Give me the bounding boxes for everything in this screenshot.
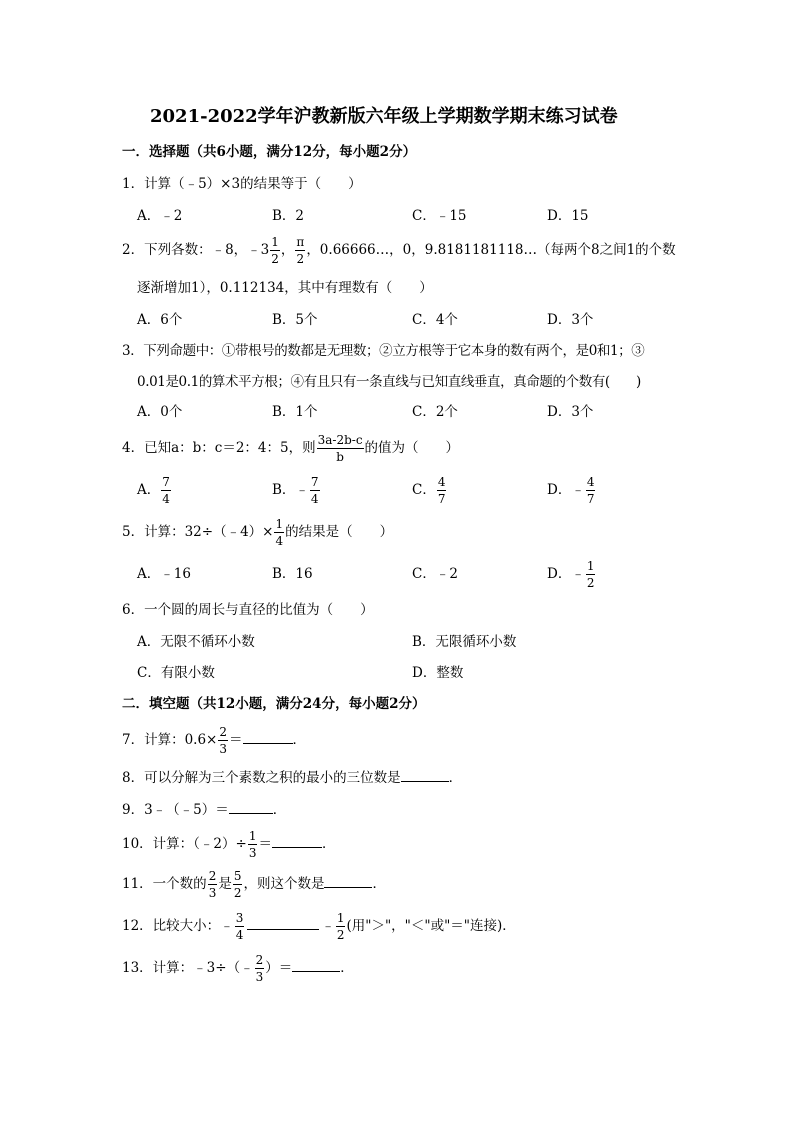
question-8: 8．可以分解为三个素数之积的最小的三位数是 ． (122, 770, 463, 786)
q4-option-c: C． $\frac{4}{7}$ (412, 475, 446, 506)
q1-option-b: B．2 (272, 208, 305, 224)
q3-option-b: B．1个 (272, 404, 318, 420)
question-13: 13．计算：﹣3÷（﹣ $\frac{2}{3}$ ）＝ ． (122, 953, 354, 984)
answer-blank-13[interactable] (292, 971, 340, 972)
q3-option-d: D．3个 (547, 404, 594, 420)
q5-option-d: D．﹣ $\frac{1}{2}$ (547, 559, 595, 590)
q6-option-d: D．整数 (412, 665, 464, 681)
question-10: 10．计算：（﹣2）÷ $\frac{1}{3}$ ＝ ． (122, 829, 336, 860)
q2-option-d: D．3个 (547, 312, 594, 328)
answer-blank-11[interactable] (324, 887, 372, 888)
q3-option-c: C．2个 (412, 404, 458, 420)
q5-option-a: A．﹣16 (137, 566, 191, 582)
question-1-stem: 1．计算（﹣5）×3的结果等于（ ） (122, 176, 362, 192)
question-5-stem: 5．计算：32÷（﹣4）× $\frac{1}{4}$ 的结果是（ ） (122, 517, 394, 548)
q2-option-c: C．4个 (412, 312, 458, 328)
q3-option-a: A．0个 (137, 404, 183, 420)
question-6-stem: 6．一个圆的周长与直径的比值为（ ） (122, 602, 374, 618)
question-9: 9．3﹣（﹣5）＝ ． (122, 802, 287, 818)
question-7: 7．计算：0.6× $\frac{2}{3}$ ＝ ． (122, 725, 307, 756)
q6-option-a: A．无限不循环小数 (137, 634, 255, 650)
q5-option-b: B．16 (272, 566, 313, 582)
q6-option-b: B．无限循环小数 (412, 634, 517, 650)
question-3-stem-line2: 0.01是0.1的算术平方根；④有且只有一条直线与已知直线垂直，真命题的个数有( ) (137, 374, 641, 390)
question-3-stem: 3．下列命题中：①带根号的数都是无理数；②立方根等于它本身的数有两个，是0和1；③ (122, 343, 645, 359)
q4-option-b: B．﹣ $\frac{7}{4}$ (272, 475, 319, 506)
exam-title: 2021-2022学年沪教新版六年级上学期数学期末练习试卷 (150, 106, 618, 127)
answer-blank-7[interactable] (243, 743, 293, 744)
answer-blank-10[interactable] (272, 847, 322, 848)
answer-blank-8[interactable] (401, 781, 449, 782)
q4-option-d: D．﹣ $\frac{4}{7}$ (547, 475, 595, 506)
q2-option-a: A．6个 (137, 312, 183, 328)
question-2-stem-line2: 逐渐增加1），0.112134，其中有理数有（ ） (137, 280, 433, 296)
question-12: 12．比较大小：﹣ $\frac{3}{4}$ ﹣ $\frac{1}{2}$ (用"＞"，"＜"或"＝"连接)． (122, 911, 516, 942)
answer-blank-12[interactable] (247, 929, 319, 930)
q1-option-c: C．﹣15 (412, 208, 467, 224)
q1-option-a: A．﹣2 (137, 208, 183, 224)
answer-blank-9[interactable] (229, 813, 273, 814)
section-heading-choice: 一．选择题（共6小题，满分12分，每小题2分） (122, 144, 417, 160)
section-heading-fill: 二．填空题（共12小题，满分24分，每小题2分） (122, 696, 426, 712)
q6-option-c: C．有限小数 (137, 665, 215, 681)
q1-option-d: D．15 (547, 208, 589, 224)
question-11: 11．一个数的 $\frac{2}{3}$ 是 $\frac{5}{2}$ ，则这个数是 ． (122, 869, 386, 900)
question-2-stem: 2．下列各数：﹣8，﹣3 $\frac{1}{2}$ ， $\frac{\pi}{2}$ ，0.66666…，0，9.8181181118…（每两个8之间1的个数 (122, 235, 676, 266)
q5-option-c: C．﹣2 (412, 566, 458, 582)
q4-option-a: A． $\frac{7}{4}$ (137, 475, 170, 506)
question-4-stem: 4．已知a：b：c＝2：4：5，则 $\frac{3a-2b-c}{b}$ 的值为（ ） (122, 433, 460, 464)
q2-option-b: B．5个 (272, 312, 318, 328)
